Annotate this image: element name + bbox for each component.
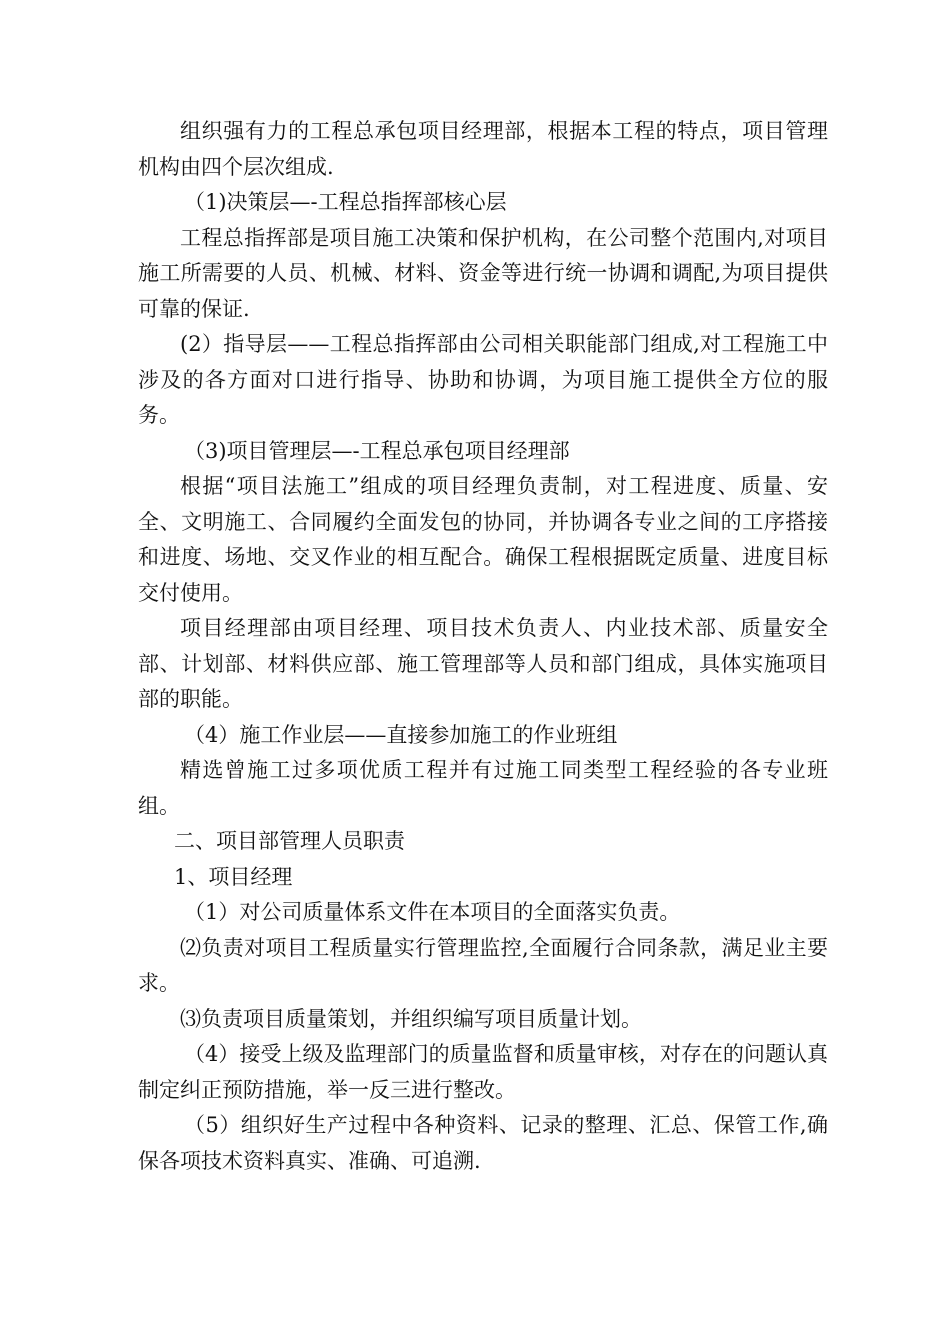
heading-management-layer: （3)项目管理层—-工程总承包项目经理部	[184, 438, 570, 463]
section-heading-responsibilities: 二、项目部管理人员职责	[174, 829, 405, 853]
duty-item-4: （4）接受上级及监理部门的质量监督和质量审核，对存在的问题认真制定纠正预防措施，举一反三进行整改。	[138, 1042, 828, 1102]
paragraph-operation-layer: 精选曾施工过多项优质工程并有过施工同类型工程经验的各专业班组。	[138, 758, 828, 818]
paragraph-intro: 组织强有力的工程总承包项目经理部，根据本工程的特点，项目管理机构由四个层次组成.	[138, 119, 828, 179]
heading-decision-layer: （1)决策层—-工程总指挥部核心层	[184, 190, 507, 214]
paragraph-guidance-layer: (2）指导层——工程总指挥部由公司相关职能部门组成,对工程施工中涉及的各方面对口进行指导、协助和协调，为项目施工提供全方位的服务。	[138, 332, 828, 427]
paragraph-decision-layer: 工程总指挥部是项目施工决策和保护机构，在公司整个范围内,对项目施工所需要的人员、机械、材料、资金等进行统一协调和调配,为项目提供可靠的保证.	[138, 225, 828, 321]
paragraph-project-department: 项目经理部由项目经理、项目技术负责人、内业技术部、质量安全部、计划部、材料供应部、施工管理部等人员和部门组成，具体实施项目部的职能。	[138, 616, 828, 711]
paragraph-management-layer: 根据“项目法施工”组成的项目经理负责制，对工程进度、质量、安全、文明施工、合同履约全面发包的协同，并协调各专业之间的工序搭接和进度、场地、交叉作业的相互配合。确保工程根据既定质量、进度目标交付使用。	[138, 474, 828, 605]
document-body	[138, 114, 828, 1179]
duty-item-1: （1）对公司质量体系文件在本项目的全面落实负责。	[184, 900, 681, 924]
subsection-heading-project-manager: 1、项目经理	[174, 864, 293, 889]
duty-item-3: ⑶负责项目质量策划，并组织编写项目质量计划。	[180, 1006, 642, 1031]
duty-item-5: （5）组织好生产过程中各种资料、记录的整理、汇总、保管工作,确保各项技术资料真实、准确、可追溯.	[138, 1113, 828, 1173]
heading-operation-layer: （4）施工作业层——直接参加施工的作业班组	[184, 722, 618, 747]
duty-item-2: ⑵负责对项目工程质量实行管理监控,全面履行合同条款，满足业主要求。	[138, 935, 828, 995]
